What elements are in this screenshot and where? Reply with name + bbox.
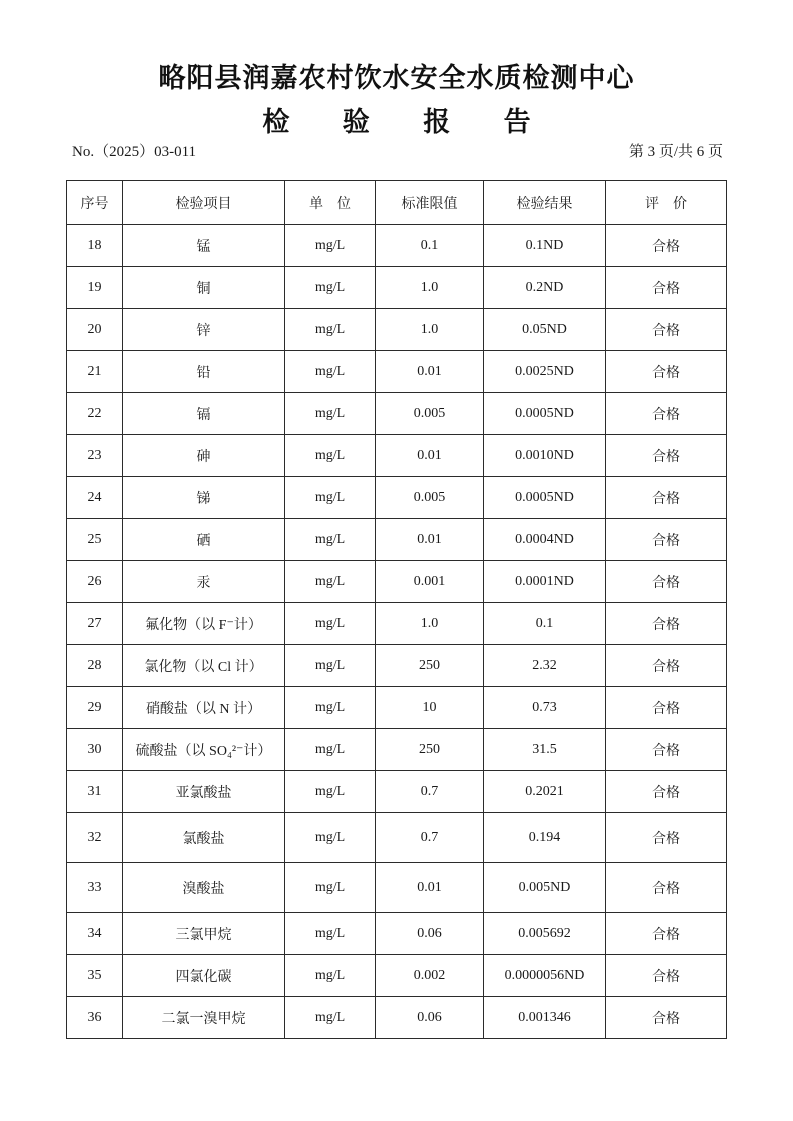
cell-no: 20	[67, 309, 123, 351]
cell-no: 25	[67, 519, 123, 561]
col-header-unit: 单 位	[285, 181, 376, 225]
cell-no: 26	[67, 561, 123, 603]
cell-item: 硒	[123, 519, 285, 561]
cell-eval: 合格	[606, 687, 727, 729]
cell-unit: mg/L	[285, 863, 376, 913]
cell-no: 19	[67, 267, 123, 309]
cell-eval: 合格	[606, 913, 727, 955]
cell-item: 锰	[123, 225, 285, 267]
cell-result: 0.0025ND	[484, 351, 606, 393]
cell-result: 0.0010ND	[484, 435, 606, 477]
cell-result: 0.0000056ND	[484, 955, 606, 997]
table-row	[67, 645, 727, 687]
cell-result: 0.2021	[484, 771, 606, 813]
cell-eval: 合格	[606, 813, 727, 863]
cell-limit: 0.7	[376, 771, 484, 813]
col-header-limit: 标准限值	[376, 181, 484, 225]
table-row	[67, 913, 727, 955]
cell-eval: 合格	[606, 477, 727, 519]
cell-limit: 0.001	[376, 561, 484, 603]
cell-limit: 1.0	[376, 309, 484, 351]
results-table	[66, 180, 727, 1039]
cell-item: 汞	[123, 561, 285, 603]
cell-limit: 0.7	[376, 813, 484, 863]
cell-item: 硝酸盐（以 N 计）	[123, 687, 285, 729]
cell-no: 34	[67, 913, 123, 955]
cell-limit: 1.0	[376, 267, 484, 309]
cell-result: 2.32	[484, 645, 606, 687]
cell-item: 氯酸盐	[123, 813, 285, 863]
cell-result: 0.001346	[484, 997, 606, 1039]
cell-no: 30	[67, 729, 123, 771]
cell-no: 27	[67, 603, 123, 645]
table-row	[67, 351, 727, 393]
table-row	[67, 603, 727, 645]
cell-unit: mg/L	[285, 813, 376, 863]
cell-unit: mg/L	[285, 561, 376, 603]
cell-limit: 250	[376, 645, 484, 687]
cell-result: 0.1ND	[484, 225, 606, 267]
cell-item: 亚氯酸盐	[123, 771, 285, 813]
cell-unit: mg/L	[285, 771, 376, 813]
cell-eval: 合格	[606, 955, 727, 997]
cell-eval: 合格	[606, 645, 727, 687]
cell-eval: 合格	[606, 225, 727, 267]
cell-result: 0.005ND	[484, 863, 606, 913]
table-row	[67, 955, 727, 997]
cell-eval: 合格	[606, 435, 727, 477]
cell-unit: mg/L	[285, 913, 376, 955]
cell-limit: 0.1	[376, 225, 484, 267]
cell-limit: 0.01	[376, 435, 484, 477]
cell-eval: 合格	[606, 267, 727, 309]
cell-unit: mg/L	[285, 519, 376, 561]
cell-result: 31.5	[484, 729, 606, 771]
cell-item: 三氯甲烷	[123, 913, 285, 955]
cell-result: 0.1	[484, 603, 606, 645]
cell-item: 氯化物（以 Cl 计）	[123, 645, 285, 687]
cell-result: 0.0001ND	[484, 561, 606, 603]
table-row	[67, 393, 727, 435]
cell-item: 硫酸盐（以 SO₄²⁻计）	[123, 729, 285, 771]
cell-unit: mg/L	[285, 267, 376, 309]
cell-no: 35	[67, 955, 123, 997]
table-row	[67, 435, 727, 477]
cell-eval: 合格	[606, 863, 727, 913]
table-row	[67, 477, 727, 519]
cell-limit: 0.01	[376, 519, 484, 561]
cell-limit: 0.01	[376, 863, 484, 913]
cell-limit: 0.002	[376, 955, 484, 997]
cell-result: 0.194	[484, 813, 606, 863]
cell-unit: mg/L	[285, 687, 376, 729]
col-header-item: 检验项目	[123, 181, 285, 225]
table-row	[67, 225, 727, 267]
cell-limit: 0.01	[376, 351, 484, 393]
cell-result: 0.2ND	[484, 267, 606, 309]
cell-eval: 合格	[606, 729, 727, 771]
cell-unit: mg/L	[285, 309, 376, 351]
page-indicator: 第 3 页/共 6 页	[628, 144, 723, 160]
cell-limit: 0.06	[376, 997, 484, 1039]
report-subtitle: 检 验 报 告	[262, 107, 553, 138]
cell-no: 22	[67, 393, 123, 435]
cell-limit: 0.06	[376, 913, 484, 955]
cell-unit: mg/L	[285, 435, 376, 477]
cell-result: 0.005692	[484, 913, 606, 955]
col-header-result: 检验结果	[484, 181, 606, 225]
table-row	[67, 771, 727, 813]
cell-limit: 0.005	[376, 393, 484, 435]
table-row	[67, 309, 727, 351]
cell-result: 0.0005ND	[484, 393, 606, 435]
cell-item: 氟化物（以 F⁻计）	[123, 603, 285, 645]
table-row	[67, 267, 727, 309]
table-header-row	[67, 181, 727, 225]
cell-unit: mg/L	[285, 729, 376, 771]
cell-no: 24	[67, 477, 123, 519]
table-row	[67, 863, 727, 913]
cell-unit: mg/L	[285, 603, 376, 645]
cell-item: 溴酸盐	[123, 863, 285, 913]
cell-result: 0.05ND	[484, 309, 606, 351]
table-row	[67, 687, 727, 729]
cell-unit: mg/L	[285, 955, 376, 997]
table-row	[67, 729, 727, 771]
cell-item: 铜	[123, 267, 285, 309]
cell-eval: 合格	[606, 393, 727, 435]
cell-limit: 1.0	[376, 603, 484, 645]
table-row	[67, 813, 727, 863]
cell-item: 锑	[123, 477, 285, 519]
cell-eval: 合格	[606, 997, 727, 1039]
cell-limit: 250	[376, 729, 484, 771]
cell-no: 18	[67, 225, 123, 267]
cell-result: 0.0004ND	[484, 519, 606, 561]
cell-result: 0.0005ND	[484, 477, 606, 519]
cell-no: 23	[67, 435, 123, 477]
report-number: No.（2025）03-011	[72, 144, 197, 160]
cell-item: 锌	[123, 309, 285, 351]
cell-eval: 合格	[606, 309, 727, 351]
cell-limit: 0.005	[376, 477, 484, 519]
cell-eval: 合格	[606, 771, 727, 813]
cell-no: 36	[67, 997, 123, 1039]
table-row	[67, 519, 727, 561]
cell-eval: 合格	[606, 519, 727, 561]
cell-eval: 合格	[606, 351, 727, 393]
cell-unit: mg/L	[285, 351, 376, 393]
cell-unit: mg/L	[285, 225, 376, 267]
report-title: 略阳县润嘉农村饮水安全水质检测中心	[158, 63, 635, 94]
cell-item: 二氯一溴甲烷	[123, 997, 285, 1039]
cell-no: 28	[67, 645, 123, 687]
table-row	[67, 561, 727, 603]
cell-no: 33	[67, 863, 123, 913]
cell-limit: 10	[376, 687, 484, 729]
cell-item: 砷	[123, 435, 285, 477]
cell-no: 31	[67, 771, 123, 813]
cell-unit: mg/L	[285, 997, 376, 1039]
cell-item: 铅	[123, 351, 285, 393]
cell-unit: mg/L	[285, 477, 376, 519]
cell-unit: mg/L	[285, 645, 376, 687]
table-row	[67, 997, 727, 1039]
cell-eval: 合格	[606, 603, 727, 645]
cell-unit: mg/L	[285, 393, 376, 435]
cell-eval: 合格	[606, 561, 727, 603]
col-header-no: 序号	[67, 181, 123, 225]
cell-item: 镉	[123, 393, 285, 435]
cell-result: 0.73	[484, 687, 606, 729]
cell-no: 21	[67, 351, 123, 393]
cell-no: 29	[67, 687, 123, 729]
cell-item: 四氯化碳	[123, 955, 285, 997]
col-header-eval: 评 价	[606, 181, 727, 225]
cell-no: 32	[67, 813, 123, 863]
